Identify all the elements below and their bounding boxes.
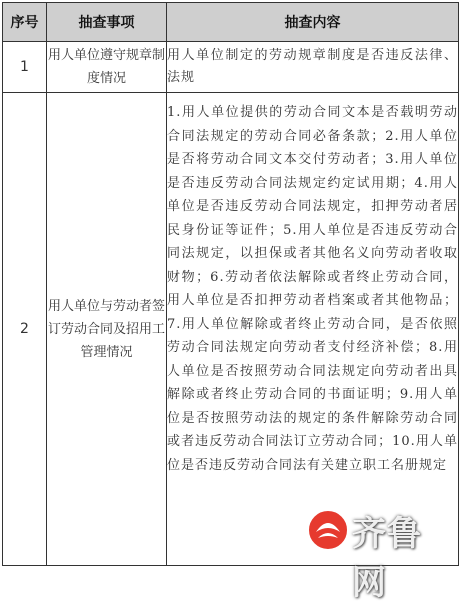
inspection-table (2, 2, 459, 566)
row-content: 1.用人单位提供的劳动合同文本是否载明劳动合同法规定的劳动合同必备条款；2.用人单位是否将劳动合同文本交付劳动者；3.用人单位是否违反劳动合同法规定约定试用期；4.用人单位是否违反劳动合同法规定，扣押劳动者居民身份证等证件；5.用人单位是否违反劳动合同法规定，以担保或者其他名义向劳动者收取财物；6.劳动者依法解除或者终止劳动合同，用人单位是否扣押劳动者档案或者其他物品；7.用人单位解除或者终止劳动合同，是否依照劳动合同法规定向劳动者支付经济补偿；8.用人单位是否按照劳动合同法规定向劳动者出具解除或者终止劳动合同的书面证明；9.用人单位是否按照劳动法的规定的条件解除劳动合同或者违反劳动合同法订立劳动合同；10.用人单位是否违反劳动合同法有关建立职工名册规定 (167, 93, 459, 566)
table-header-row (3, 3, 459, 42)
row-item: 用人单位遵守规章制度情况 (47, 42, 167, 93)
header-item: 抽查事项 (47, 3, 167, 42)
row-content: 用人单位制定的劳动规章制度是否违反法律、法规 (167, 42, 459, 93)
table-row (3, 93, 459, 566)
row-number: 2 (3, 93, 47, 566)
header-content: 抽查内容 (167, 3, 459, 42)
row-number: 1 (3, 42, 47, 93)
header-number: 序号 (3, 3, 47, 42)
watermark-text: 齐鲁 (352, 506, 446, 604)
table-row (3, 42, 459, 93)
row-item: 用人单位与劳动者签订劳动合同及招用工管理情况 (47, 93, 167, 566)
